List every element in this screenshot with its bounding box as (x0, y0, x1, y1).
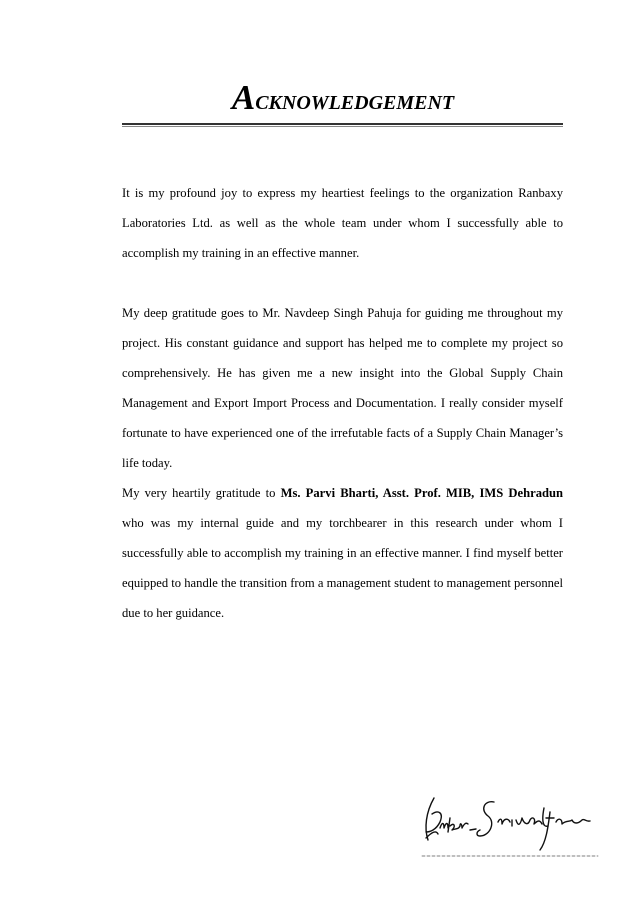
acknowledgement-body (122, 178, 563, 628)
title-initial: A (231, 78, 256, 117)
title-underline (122, 123, 563, 125)
paragraph-project-guide: My deep gratitude goes to Mr. Navdeep Singh Pahuja for guiding me throughout my project. His constant guidance and support has helped me to complete my project so comprehensively. He has given me a new insight into the Global Supply Chain Management and Export Import Process and Documentation. I really consider myself fortunate to have experienced one of the irrefutable facts of a Supply Chain Manager’s life today. (122, 306, 563, 470)
internal-guide-text: who was my internal guide and my torchbearer in this research under whom I successfully able to accomplish my training in an effective manner. I find myself better equipped to handle the transition from a management student to management personnel due to her guidance. (122, 516, 564, 620)
signature-image (420, 792, 600, 862)
paragraph-internal-guide (122, 478, 563, 628)
paragraph-organization: It is my profound joy to express my heartiest feelings to the organization Ranbaxy Laboratories Ltd. as well as the whole team under whom I successfully able to accomplish my training in an effective manner. (122, 186, 563, 260)
title-underline-shadow (122, 126, 563, 127)
title-rest: CKNOWLEDGEMENT (255, 92, 455, 114)
paragraph-spacer (122, 268, 563, 298)
page-title (0, 80, 638, 115)
internal-guide-intro: My very heartily gratitude to (122, 486, 281, 500)
internal-guide-name: Ms. Parvi Bharti, Asst. Prof. MIB, IMS Dehradun (280, 486, 563, 500)
